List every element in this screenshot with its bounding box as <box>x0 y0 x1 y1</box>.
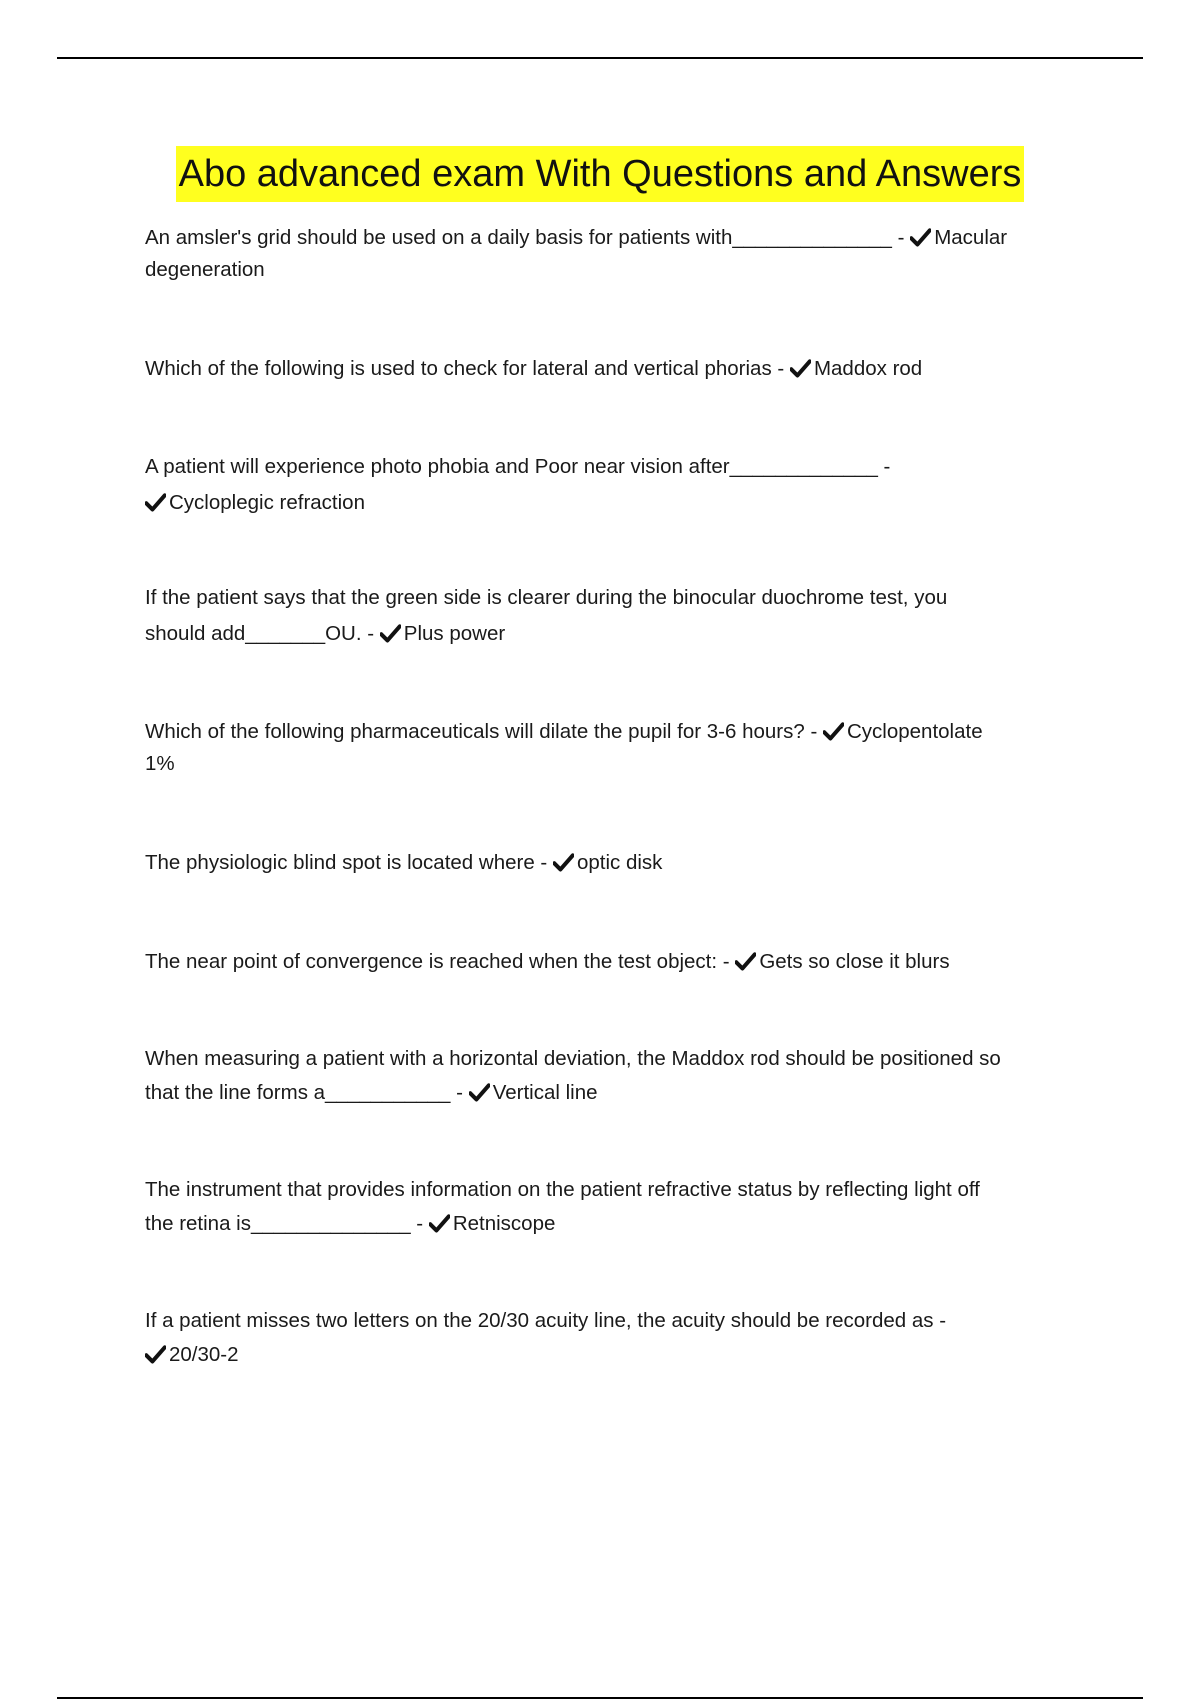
question-text: Which of the following pharmaceuticals will dilate the pupil for 3-6 hours? - <box>145 720 818 743</box>
qa-item-3 <box>145 449 1095 521</box>
question-text: The near point of convergence is reached when the test object: - <box>145 950 730 973</box>
qa-line <box>145 716 1095 748</box>
question-text: Which of the following is used to check for lateral and vertical phorias - <box>145 357 785 380</box>
check-mark-icon <box>910 227 931 247</box>
check-mark-icon <box>823 721 844 741</box>
check-mark-icon <box>145 1344 166 1364</box>
check-mark-icon <box>469 1082 490 1102</box>
answer-text: Cycloplegic refraction <box>169 491 365 514</box>
qa-item-9 <box>145 1173 1095 1241</box>
check-mark-icon <box>553 852 574 872</box>
answer-text: degeneration <box>145 258 265 281</box>
qa-line <box>145 222 1095 254</box>
qa-line <box>145 748 1095 780</box>
answer-text: 1% <box>145 752 175 775</box>
top-rule <box>57 57 1143 59</box>
answer-text: Plus power <box>403 622 506 645</box>
qa-line <box>145 254 1095 286</box>
check-mark-icon <box>735 951 756 971</box>
page-title: Abo advanced exam With Questions and Answers <box>176 146 1025 202</box>
answer-text: Gets so close it blurs <box>759 950 950 973</box>
qa-item-6 <box>145 847 1095 879</box>
check-mark-icon <box>145 492 166 512</box>
answer-text: Maddox rod <box>813 357 923 380</box>
qa-item-1 <box>145 222 1095 286</box>
qa-line <box>145 847 1095 879</box>
qa-line <box>145 1207 1095 1241</box>
answer-text: Vertical line <box>492 1081 598 1104</box>
qa-line <box>145 1173 1095 1207</box>
answer-text: Cyclopentolate <box>846 720 983 743</box>
check-mark-icon <box>790 358 811 378</box>
qa-item-2 <box>145 353 1095 385</box>
qa-item-10 <box>145 1304 1095 1372</box>
question-text: the retina is______________ - <box>145 1212 424 1235</box>
answer-text: 20/30-2 <box>169 1343 239 1366</box>
qa-line <box>145 616 1095 652</box>
qa-line <box>145 449 1095 485</box>
qa-item-8 <box>145 1042 1095 1110</box>
question-text: that the line forms a___________ - <box>145 1081 463 1104</box>
qa-line <box>145 1304 1095 1338</box>
question-text: A patient will experience photo phobia and Poor near vision after_____________ - <box>145 455 891 478</box>
qa-line <box>145 1042 1095 1076</box>
question-text: should add_______OU. - <box>145 622 375 645</box>
check-mark-icon <box>429 1213 450 1233</box>
qa-line <box>145 485 1095 521</box>
qa-item-5 <box>145 716 1095 780</box>
question-text: If the patient says that the green side is clearer during the binocular duochrome test, you <box>145 586 948 609</box>
qa-item-7 <box>145 946 1095 978</box>
title-container <box>0 146 1200 202</box>
question-text: The physiologic blind spot is located where - <box>145 851 548 874</box>
qa-line <box>145 1338 1095 1372</box>
qa-item-4 <box>145 580 1095 652</box>
question-text: The instrument that provides information on the patient refractive status by reflecting light off <box>145 1178 980 1201</box>
qa-line <box>145 353 1095 385</box>
qa-line <box>145 580 1095 616</box>
check-mark-icon <box>380 623 401 643</box>
answer-text: Macular <box>934 226 1008 249</box>
question-text: If a patient misses two letters on the 20/30 acuity line, the acuity should be recorded as - <box>145 1309 947 1332</box>
answer-text: Retniscope <box>452 1212 556 1235</box>
question-text: When measuring a patient with a horizontal deviation, the Maddox rod should be positioned so <box>145 1047 1001 1070</box>
qa-line <box>145 1076 1095 1110</box>
answer-text: optic disk <box>576 851 663 874</box>
qa-line <box>145 946 1095 978</box>
question-text: An amsler's grid should be used on a daily basis for patients with______________ - <box>145 226 905 249</box>
bottom-rule <box>57 1697 1143 1699</box>
